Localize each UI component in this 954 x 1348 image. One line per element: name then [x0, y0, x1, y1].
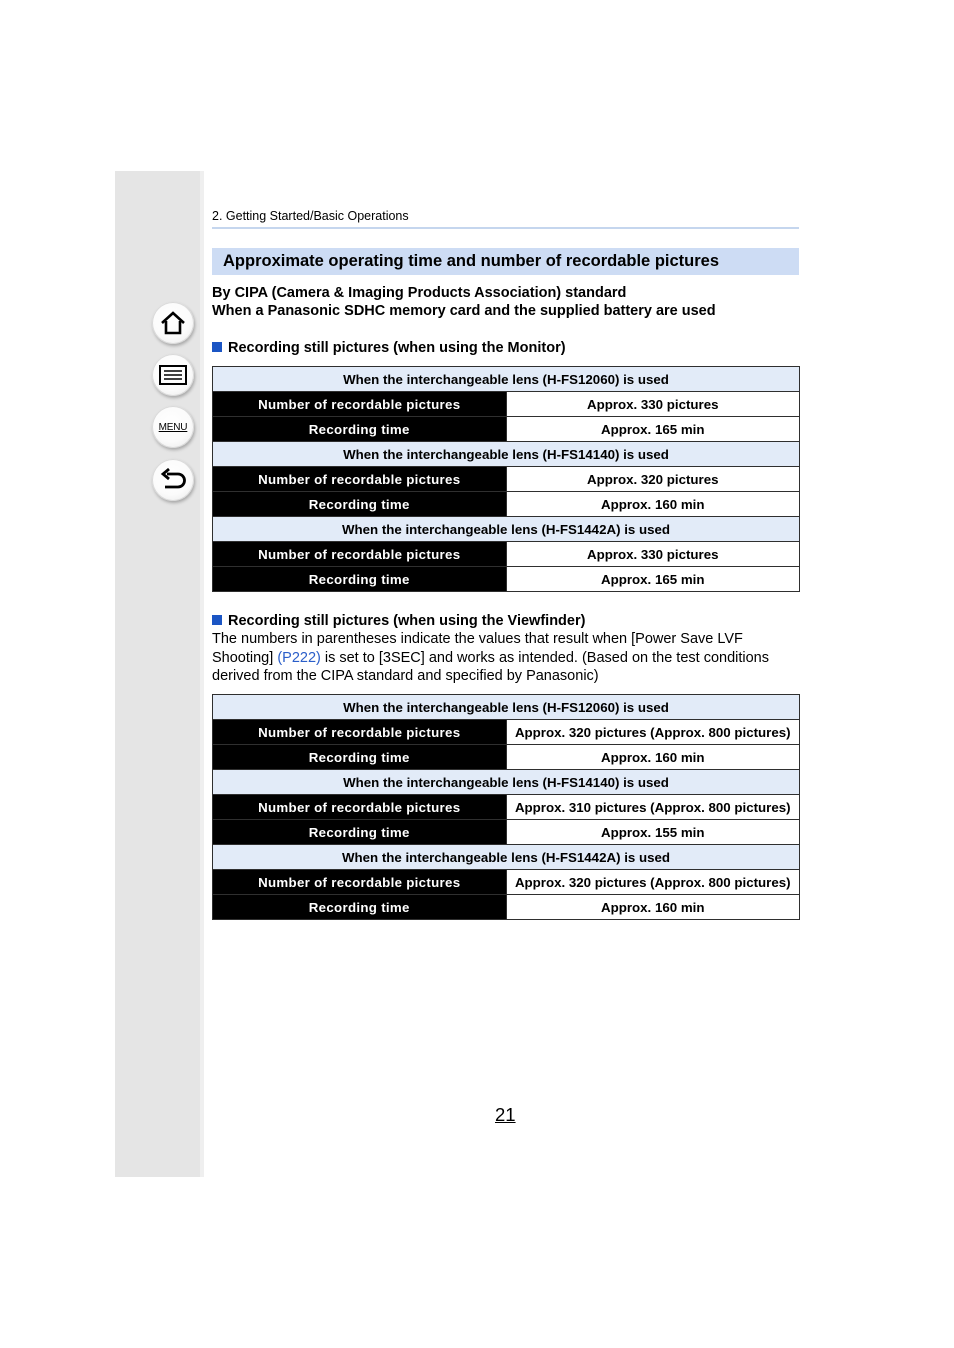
row-label: Recording time [213, 417, 507, 442]
lens-row [213, 517, 800, 542]
row-label: Number of recordable pictures [213, 720, 507, 745]
row-value: Approx. 330 pictures [506, 542, 800, 567]
lens-row [213, 770, 800, 795]
row-value: Approx. 165 min [506, 417, 800, 442]
table-row [213, 720, 800, 745]
row-label: Recording time [213, 567, 507, 592]
monitor-heading [212, 339, 566, 357]
row-label: Number of recordable pictures [213, 467, 507, 492]
row-value: Approx. 160 min [506, 492, 800, 517]
row-label: Recording time [213, 895, 507, 920]
intro-line-2: When a Panasonic SDHC memory card and the supplied battery are used [212, 303, 716, 319]
home-icon [159, 310, 187, 336]
lens-header: When the interchangeable lens (H-FS12060) is used [213, 367, 800, 392]
table-row [213, 392, 800, 417]
viewfinder-description [212, 630, 802, 686]
lens-header: When the interchangeable lens (H-FS1442A) is used [213, 517, 800, 542]
row-label: Recording time [213, 492, 507, 517]
table-row [213, 542, 800, 567]
row-label: Number of recordable pictures [213, 542, 507, 567]
lens-row [213, 845, 800, 870]
lens-header: When the interchangeable lens (H-FS14140) is used [213, 770, 800, 795]
table-row [213, 417, 800, 442]
list-icon [159, 365, 187, 385]
breadcrumb: 2. Getting Started/Basic Operations [212, 209, 409, 223]
row-value: Approx. 320 pictures (Approx. 800 pictures) [506, 720, 800, 745]
section-title: Approximate operating time and number of recordable pictures [212, 248, 799, 275]
row-value: Approx. 160 min [506, 895, 800, 920]
row-label: Number of recordable pictures [213, 795, 507, 820]
row-label: Number of recordable pictures [213, 870, 507, 895]
lens-header: When the interchangeable lens (H-FS1442A) is used [213, 845, 800, 870]
row-value: Approx. 155 min [506, 820, 800, 845]
viewfinder-heading [212, 612, 585, 630]
menu-button[interactable] [152, 406, 194, 448]
row-label: Recording time [213, 745, 507, 770]
sidebar-edge [200, 171, 204, 1177]
row-label: Number of recordable pictures [213, 392, 507, 417]
row-value: Approx. 330 pictures [506, 392, 800, 417]
lens-row [213, 695, 800, 720]
table-row [213, 492, 800, 517]
table-row [213, 795, 800, 820]
page-number: 21 [495, 1104, 516, 1125]
monitor-table [212, 366, 800, 592]
home-button[interactable] [152, 302, 194, 344]
back-arrow-icon [159, 468, 187, 492]
contents-button[interactable] [152, 354, 194, 396]
square-bullet-icon [212, 615, 222, 625]
lens-row [213, 442, 800, 467]
row-value: Approx. 320 pictures (Approx. 800 pictures) [506, 870, 800, 895]
intro-text [212, 284, 716, 320]
page-link-p222[interactable]: (P222) [277, 649, 321, 666]
intro-line-1: By CIPA (Camera & Imaging Products Association) standard [212, 285, 627, 301]
description-text-start: The numbers in parentheses indicate the values that result when [Power Save LVF Shooting] [212, 631, 743, 666]
table-row [213, 820, 800, 845]
lens-header: When the interchangeable lens (H-FS14140) is used [213, 442, 800, 467]
monitor-heading-text: Recording still pictures (when using the Monitor) [228, 340, 566, 356]
table-row [213, 895, 800, 920]
viewfinder-table [212, 694, 800, 920]
description-text-end: is set to [3SEC] and works as intended. (Based on the test conditions derived from the CIPA standard and specified by Panasonic) [212, 649, 769, 684]
row-value: Approx. 320 pictures [506, 467, 800, 492]
lens-row [213, 367, 800, 392]
table-row [213, 745, 800, 770]
row-label: Recording time [213, 820, 507, 845]
table-row [213, 870, 800, 895]
table-row [213, 467, 800, 492]
row-value: Approx. 160 min [506, 745, 800, 770]
square-bullet-icon [212, 342, 222, 352]
row-value: Approx. 310 pictures (Approx. 800 pictures) [506, 795, 800, 820]
header-rule [212, 227, 799, 229]
menu-label: MENU [158, 421, 188, 433]
lens-header: When the interchangeable lens (H-FS12060) is used [213, 695, 800, 720]
back-button[interactable] [152, 459, 194, 501]
row-value: Approx. 165 min [506, 567, 800, 592]
viewfinder-heading-text: Recording still pictures (when using the Viewfinder) [228, 613, 586, 629]
table-row [213, 567, 800, 592]
